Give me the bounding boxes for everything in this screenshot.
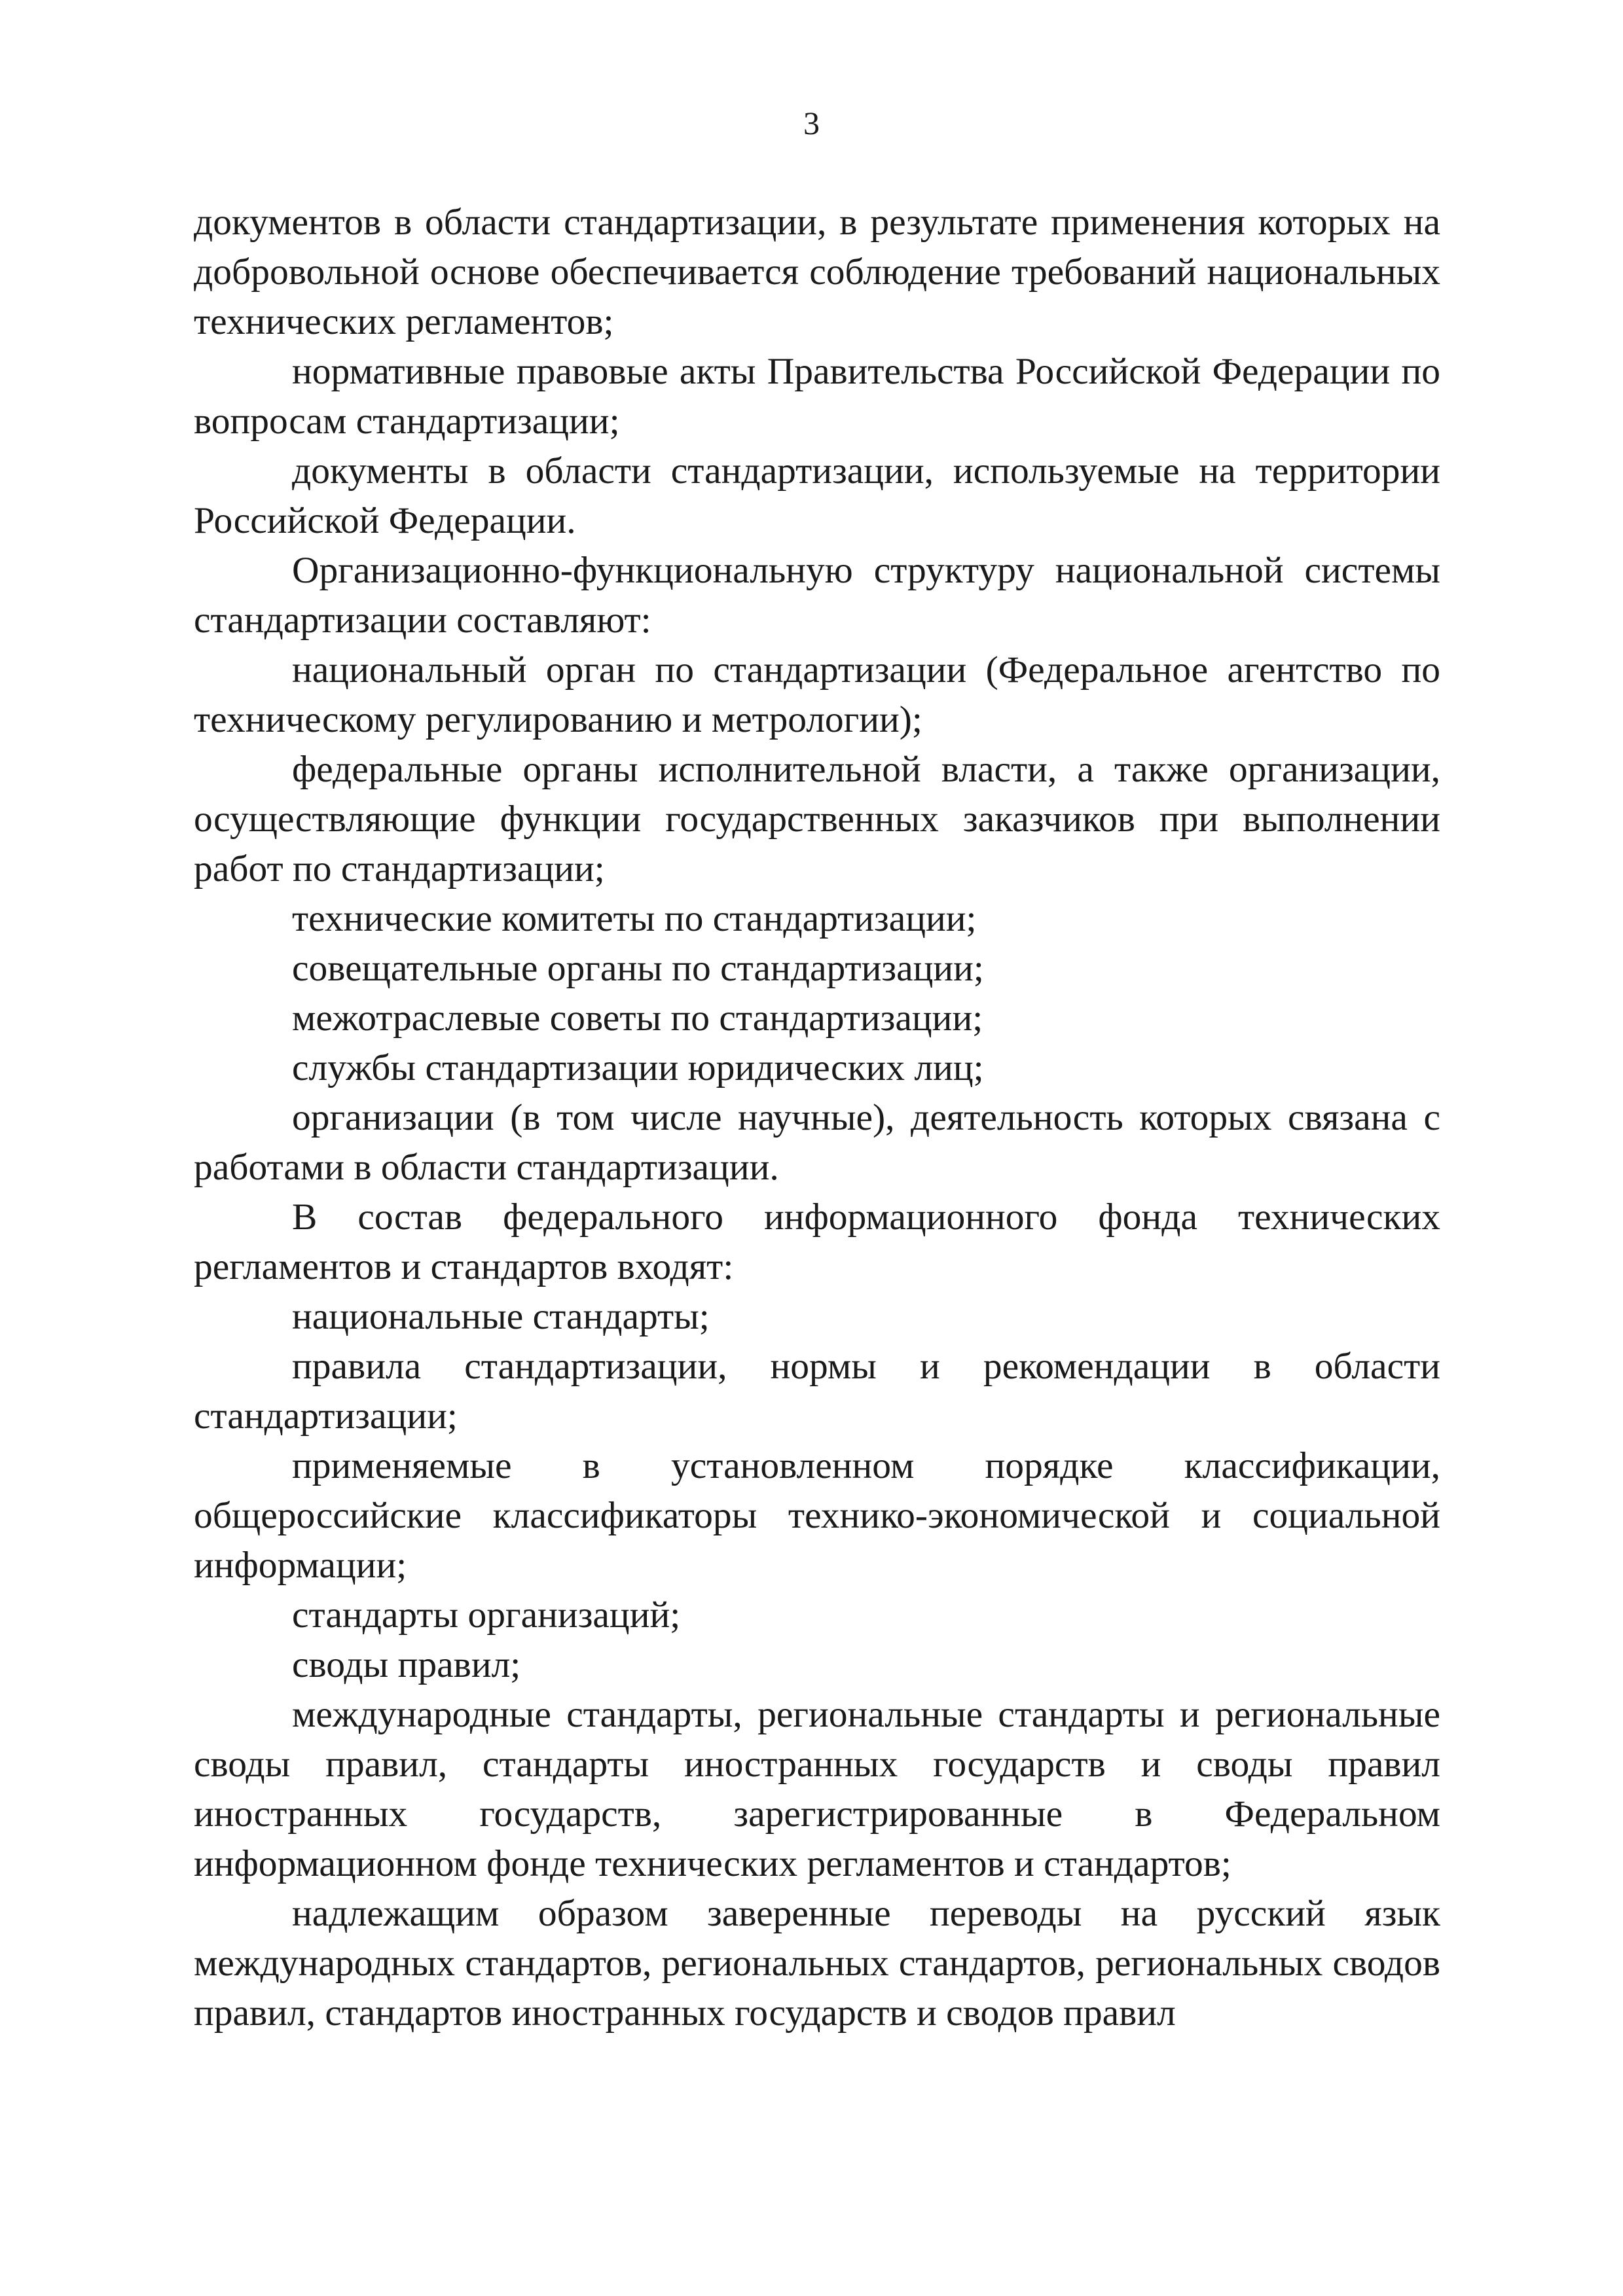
paragraph: международные стандарты, региональные стандарты и региональные своды правил, стандарты иностранных государств и своды правил иностранных государств, зарегистрированные в Федеральном информационном фонде технических регламентов и стандартов; bbox=[194, 1694, 1440, 1884]
paragraph: федеральные органы исполнительной власти, а также организации, осуществляющие функции государственных заказчиков при выполнении работ по стандартизации; bbox=[194, 749, 1440, 889]
document-body bbox=[194, 198, 1440, 2038]
paragraph: совещательные органы по стандартизации; bbox=[292, 948, 984, 989]
paragraph: нормативные правовые акты Правительства Российской Федерации по вопросам стандартизации; bbox=[194, 351, 1440, 442]
paragraph: В состав федерального информационного фонда технических регламентов и стандартов входят: bbox=[194, 1196, 1440, 1287]
paragraph: службы стандартизации юридических лиц; bbox=[292, 1047, 984, 1088]
paragraph: технические комитеты по стандартизации; bbox=[292, 898, 977, 939]
paragraph: национальные стандарты; bbox=[292, 1296, 710, 1337]
paragraph: документы в области стандартизации, используемые на территории Российской Федерации. bbox=[194, 450, 1440, 541]
paragraph: своды правил; bbox=[292, 1644, 521, 1685]
paragraph: организации (в том числе научные), деятельность которых связана с работами в области стандартизации. bbox=[194, 1097, 1440, 1188]
page-number: 3 bbox=[803, 105, 820, 141]
paragraph: стандарты организаций; bbox=[292, 1594, 681, 1636]
paragraph: надлежащим образом заверенные переводы на русский язык международных стандартов, региональных стандартов, региональных сводов правил, стандартов иностранных государств и сводов правил bbox=[194, 1893, 1440, 2034]
paragraph: национальный орган по стандартизации (Федеральное агентство по техническому регулированию и метрологии); bbox=[194, 649, 1440, 740]
paragraph: межотраслевые советы по стандартизации; bbox=[292, 997, 983, 1039]
paragraph: документов в области стандартизации, в результате применения которых на добровольной основе обеспечивается соблюдение требований национальных технических регламентов; bbox=[194, 202, 1440, 342]
paragraph: применяемые в установленном порядке классификации, общероссийские классификаторы технико-экономической и социальной информации; bbox=[194, 1445, 1440, 1586]
paragraph: правила стандартизации, нормы и рекомендации в области стандартизации; bbox=[194, 1346, 1440, 1437]
paragraph: Организационно-функциональную структуру национальной системы стандартизации составляют: bbox=[194, 550, 1440, 641]
